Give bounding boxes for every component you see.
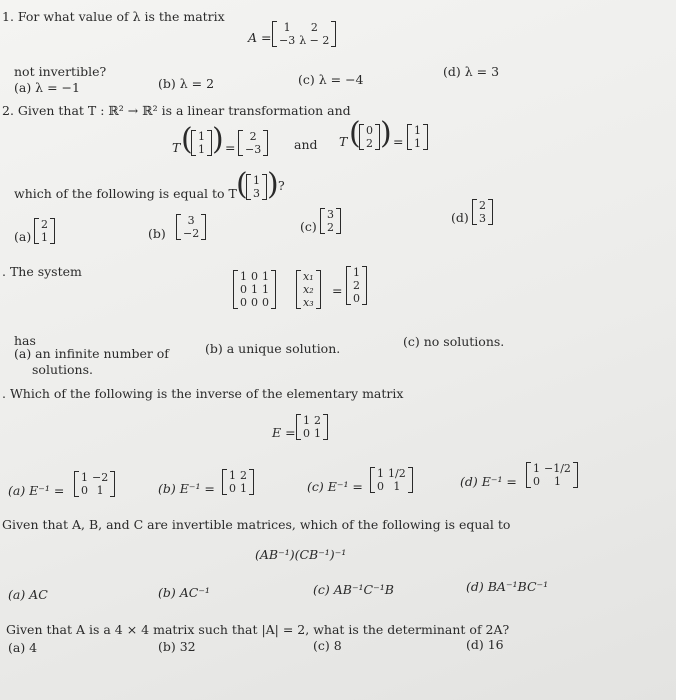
q2-equals-1: = — [225, 140, 236, 155]
q4-option-b-label: (b) E⁻¹ = — [158, 481, 215, 496]
q1-option-b: (b) λ = 2 — [158, 76, 215, 91]
q2-t-label-1: T — [172, 140, 181, 155]
q1-matrix: 1 2 −3 λ − 2 — [272, 21, 336, 47]
q2-option-b-label: (b) — [148, 226, 166, 241]
q2-equals-2: = — [393, 134, 404, 149]
q5-option-b: (b) AC⁻¹ — [158, 585, 210, 600]
q2-input-vector-1: 1 1 — [191, 130, 212, 156]
q2-paren-close-2: ) — [380, 116, 392, 151]
q2-query-vector: 1 3 — [246, 174, 267, 200]
q3-has: has — [14, 333, 36, 348]
q3-equals: = — [332, 283, 343, 298]
q3-option-a: (a) an infinite number of — [14, 346, 169, 361]
q2-paren-close-3: ) — [267, 167, 279, 202]
q6-option-a: (a) 4 — [8, 640, 38, 655]
q3-option-c: (c) no solutions. — [403, 334, 505, 349]
q2-paren-close-1: ) — [212, 122, 224, 157]
q2-option-b-vector: 3 −2 — [176, 214, 206, 240]
q2-option-d-label: (d) — [451, 210, 469, 225]
q6-option-b: (b) 32 — [158, 639, 196, 654]
q5-option-d: (d) BA⁻¹BC⁻¹ — [466, 579, 549, 594]
q4-option-b-matrix: 1 2 0 1 — [222, 469, 254, 495]
q6-option-c: (c) 8 — [313, 638, 342, 653]
q5-expression: (AB⁻¹)(CB⁻¹)⁻¹ — [255, 547, 347, 562]
q5-option-c: (c) AB⁻¹C⁻¹B — [313, 582, 394, 597]
q2-stem: 2. Given that T : ℝ² → ℝ² is a linear transformation and — [2, 103, 351, 118]
q2-question: which of the following is equal to T — [14, 186, 237, 201]
q2-paren-open-3: ( — [236, 167, 248, 202]
q4-e-matrix: 1 2 0 1 — [296, 414, 328, 440]
q1-option-c: (c) λ = −4 — [298, 72, 364, 87]
q4-option-a-matrix: 1 −2 0 1 — [74, 471, 115, 497]
q2-question-mark: ? — [278, 178, 285, 193]
q2-option-a-vector: 2 1 — [34, 218, 55, 244]
q4-stem: . Which of the following is the inverse of the elementary matrix — [2, 386, 404, 401]
q2-output-vector-1: 2 −3 — [238, 130, 268, 156]
q4-option-d-label: (d) E⁻¹ = — [460, 474, 517, 489]
q2-option-a-label: (a) — [14, 229, 32, 244]
q1-tail: not invertible? — [14, 64, 107, 79]
q4-e-label: E = — [272, 425, 296, 440]
q3-option-b: (b) a unique solution. — [205, 341, 341, 356]
q2-option-d-vector: 2 3 — [472, 199, 493, 225]
q4-option-c-label: (c) E⁻¹ = — [307, 479, 363, 494]
q4-option-d-matrix: 1 −1/2 0 1 — [526, 462, 578, 488]
q5-option-a: (a) AC — [8, 587, 48, 602]
q2-t-label-2: T — [339, 134, 348, 149]
q1-matrix-label: A = — [248, 30, 272, 45]
q2-option-c-vector: 3 2 — [320, 208, 341, 234]
q2-paren-open-2: ( — [349, 116, 361, 151]
q6-stem: Given that A is a 4 × 4 matrix such that |A| = 2, what is the determinant of 2A? — [6, 622, 510, 637]
q3-coefficient-matrix: 1 0 1 0 1 1 0 0 0 — [233, 270, 276, 309]
q4-option-c-matrix: 1 1/2 0 1 — [370, 467, 413, 493]
q1-stem: 1. For what value of λ is the matrix — [2, 9, 225, 24]
q3-rhs-vector: 1 2 0 — [346, 266, 367, 305]
q1-option-d: (d) λ = 3 — [443, 64, 500, 79]
q3-option-a-cont: solutions. — [32, 362, 93, 377]
q2-option-c-label: (c) — [300, 219, 317, 234]
q6-option-d: (d) 16 — [466, 637, 504, 652]
q4-option-a-label: (a) E⁻¹ = — [8, 483, 65, 498]
q2-paren-open-1: ( — [181, 122, 193, 157]
q5-stem: Given that A, B, and C are invertible matrices, which of the following is equal to — [2, 517, 511, 532]
q2-input-vector-2: 0 2 — [359, 124, 380, 150]
q2-output-vector-2: 1 1 — [407, 124, 428, 150]
q1-option-a: (a) λ = −1 — [14, 80, 80, 95]
q3-stem: . The system — [2, 264, 82, 279]
q3-variable-vector: x₁ x₂ x₃ — [296, 270, 321, 309]
q2-and: and — [294, 137, 318, 152]
